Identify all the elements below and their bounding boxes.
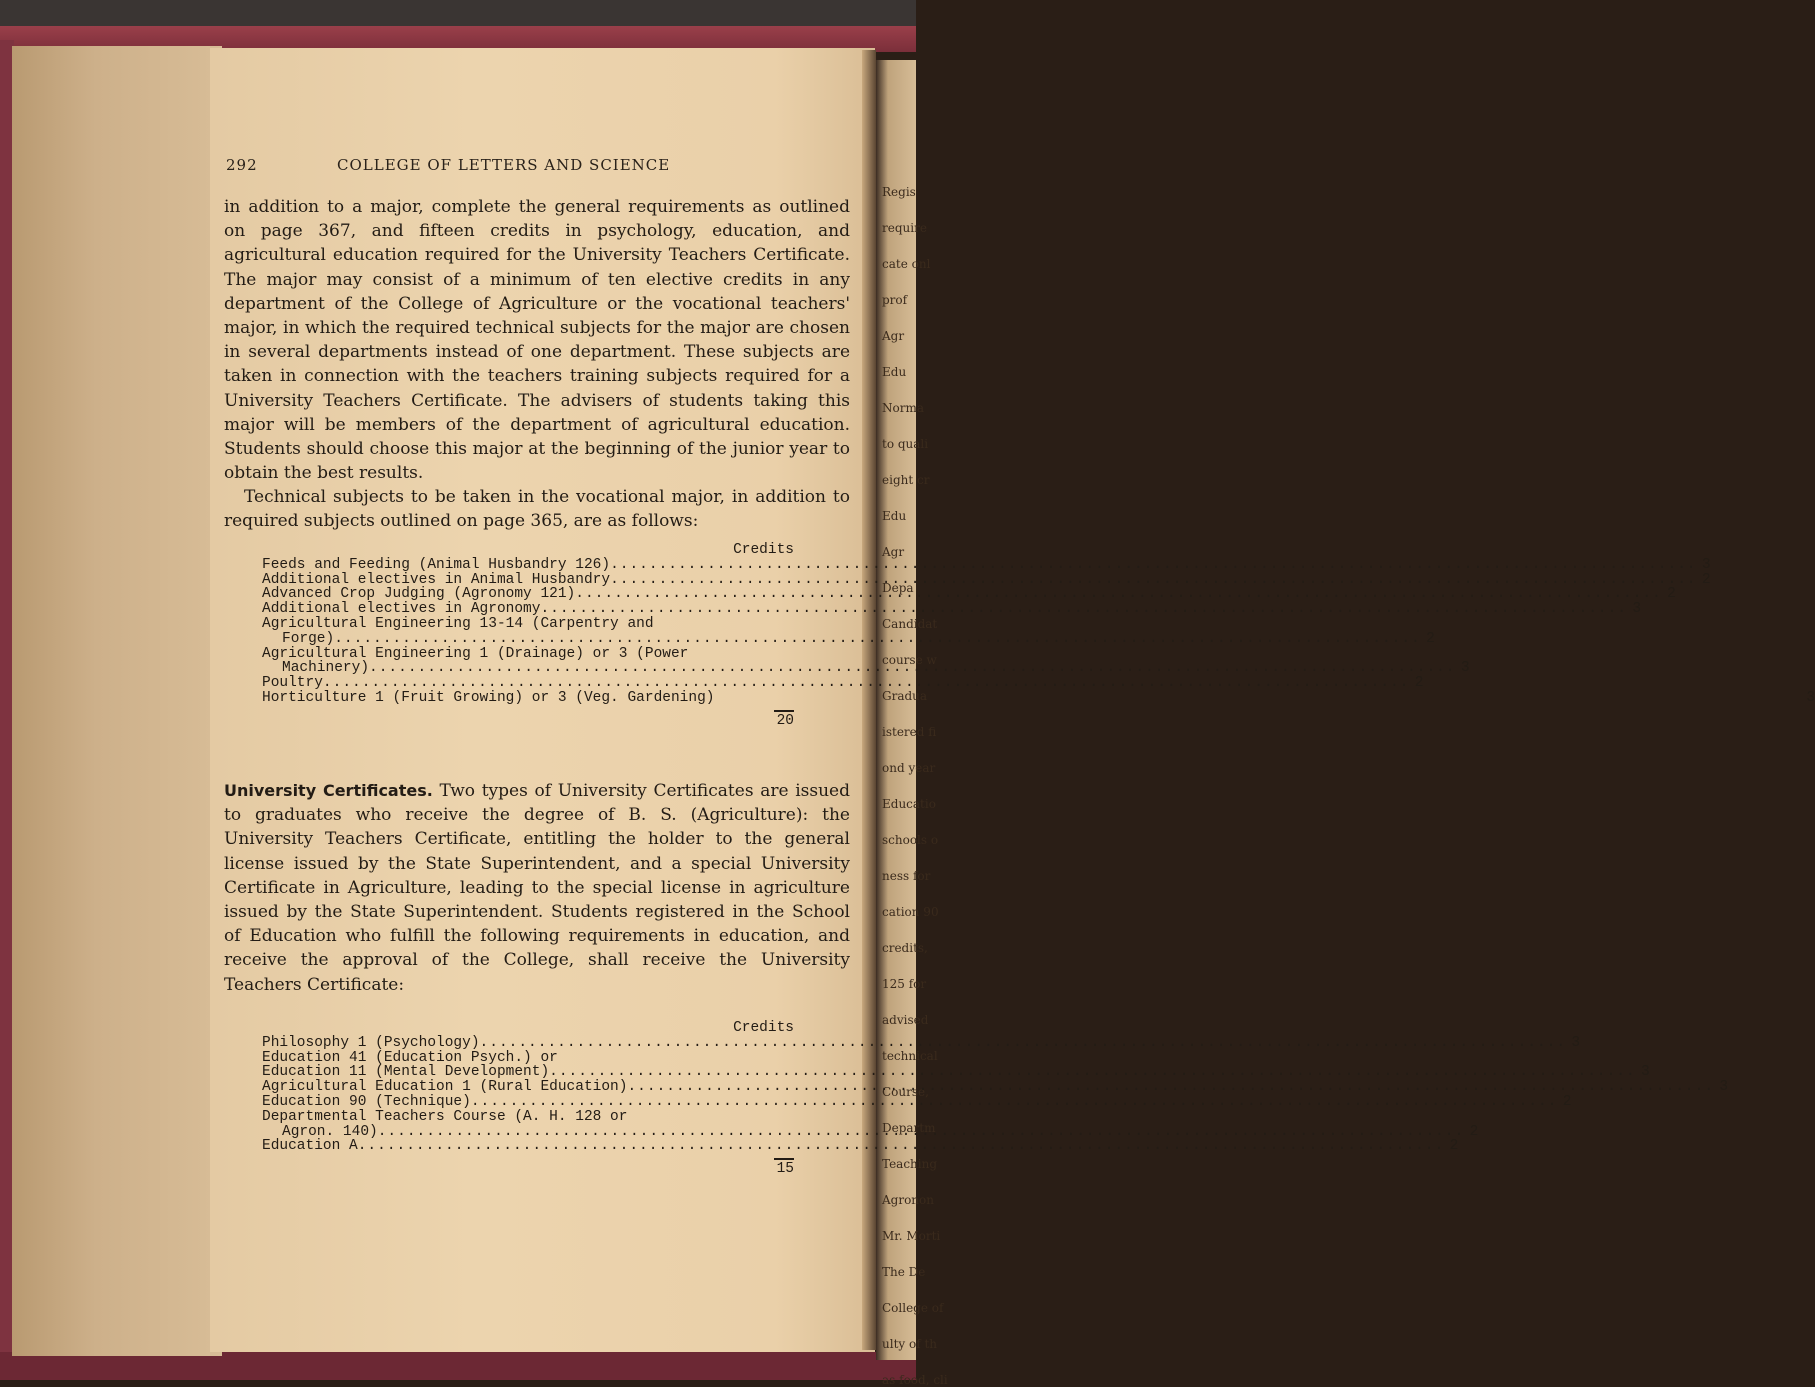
table-row: Poultry ..... 2 — [262, 676, 794, 691]
top-background — [0, 0, 916, 28]
facing-page-fragment: course w — [882, 653, 937, 667]
page-edges — [12, 46, 222, 1356]
facing-page-fragment: technical — [882, 1049, 938, 1063]
facing-page-fragment: advised — [882, 1013, 929, 1027]
facing-page-fragment: Agr — [882, 545, 905, 559]
table-row: Philosophy 1 (Psychology) ..... 3 — [262, 1036, 794, 1051]
page-gutter — [862, 50, 876, 1350]
facing-page-fragment: istered fi — [882, 725, 937, 739]
table-row: Education 11 (Mental Development) ..... 3 — [262, 1065, 794, 1080]
total-rule — [774, 1158, 794, 1160]
table-row-line1: Agricultural Engineering 13-14 (Carpentry and — [262, 615, 654, 632]
table-total: 15 — [776, 1161, 794, 1178]
paragraph-major: in addition to a major, complete the general requirements as outlined on page 367, and fifteen credits in psychology, education, and agricultural education required for the University Teachers Certificate. The major may consist of a minimum of ten elective credits in any department of the College of Agriculture or the vocational teachers' major, in which the required technical subjects for the major are chosen in several departments instead of one department. These subjects are taken in connection with the teachers training subjects required for a University Teachers Certificate. The advisers of students taking this major will be members of the department of agricultural education. Students should choose this major at the beginning of the junior year to obtain the best results. — [224, 197, 850, 484]
table-row: Feeds and Feeding (Animal Husbandry 126) ..... 3 — [262, 558, 794, 573]
facing-page-fragment: Educatio — [882, 797, 936, 811]
facing-page-fragment: as food, cli — [882, 1373, 948, 1387]
facing-page-fragment: Edu — [882, 509, 907, 523]
table-row: Agron. 140) ..... 2 — [262, 1125, 794, 1140]
facing-page-fragment: eight cr — [882, 473, 930, 487]
facing-page-fragment: cation 90 — [882, 905, 939, 919]
facing-page-fragment: credits, — [882, 941, 928, 955]
facing-page-fragment: prof — [882, 293, 908, 307]
facing-page-fragment: ulty of th — [882, 1337, 938, 1351]
facing-page-fragment: ond year — [882, 761, 936, 775]
facing-page-fragment: ness for — [882, 869, 931, 883]
section-heading: University Certificates. — [224, 781, 433, 800]
facing-page-fragment: Teaching — [882, 1157, 938, 1171]
running-title: COLLEGE OF LETTERS AND SCIENCE — [337, 156, 671, 174]
table-row: Additional electives in Agronomy ..... 3 — [262, 602, 794, 617]
facing-page-fragment: Mr. Morti — [882, 1229, 941, 1243]
section-text: Two types of University Certificates are issued to graduates who receive the degree of B. S. (Agriculture): the University Teachers Certificate, entitling the holder to the general license issued by the State Superintendent, and a special University Certificate in Agriculture, leading to the special license in agriculture issued by the State Superintendent. Students registered in the School of Education who fulfill the following requirements in education, and receive the approval of the College, shall receive the University Teachers Certificate: — [224, 781, 850, 995]
paragraph-technical-subjects: Technical subjects to be taken in the vocational major, in addition to required subjects outlined on page 365, are as follows: — [224, 487, 850, 532]
table-header-credits: Credits — [733, 1020, 794, 1036]
facing-page-fragment: cate onl — [882, 257, 931, 271]
facing-page-fragment: Agr — [882, 329, 905, 343]
facing-page-fragment: Norma — [882, 401, 924, 415]
facing-page-fragment: to quali — [882, 437, 929, 451]
facing-page-fragment: Departm — [882, 1121, 936, 1135]
facing-page-fragment: require — [882, 221, 927, 235]
facing-page-fragment: Candidat — [882, 617, 938, 631]
table-row: Additional electives in Animal Husbandry ..... 2 — [262, 573, 794, 588]
facing-page-fragment: Depa — [882, 581, 914, 595]
facing-page-fragment: The De — [882, 1265, 926, 1279]
table-header-credits: Credits — [733, 542, 794, 558]
facing-page-fragment: Course, — [882, 1085, 929, 1099]
facing-page-edge — [876, 60, 948, 1387]
table-row-line1: Education 41 (Education Psych.) or — [262, 1049, 558, 1066]
table-row: Education 90 (Technique) ..... 2 — [262, 1095, 794, 1110]
facing-page-fragment: 125 for — [882, 977, 927, 991]
facing-page-fragment: schools o — [882, 833, 939, 847]
table-total: 20 — [776, 712, 794, 729]
facing-page-fragment: Regis — [882, 185, 916, 199]
table-row: Education A ..... 2 — [262, 1139, 794, 1154]
facing-page-fragment: Edu — [882, 365, 907, 379]
section-university-certificates — [224, 779, 850, 997]
facing-page-fragment: College of — [882, 1301, 944, 1315]
table-row: Forge) ..... 2 — [262, 632, 794, 647]
table-row: Advanced Crop Judging (Agronomy 121) ..... 2 — [262, 587, 794, 602]
table-row: Machinery) ..... 3 — [262, 661, 794, 676]
page-number: 292 — [226, 156, 258, 174]
table-row: Agricultural Education 1 (Rural Education) ..... 3 — [262, 1080, 794, 1095]
running-header — [226, 156, 726, 176]
table-row-line1: Agricultural Engineering 1 (Drainage) or 3 (Power — [262, 645, 689, 662]
total-rule — [774, 710, 794, 712]
book-cover-bottom — [0, 1352, 916, 1380]
facing-page-fragment: Agronon — [882, 1193, 934, 1207]
table-row-line1: Departmental Teachers Course (A. H. 128 or — [262, 1108, 628, 1125]
table-row: Horticulture 1 (Fruit Growing) or 3 (Veg. Gardening) 3 — [262, 689, 1815, 706]
facing-page-fragment: Gradua — [882, 689, 928, 703]
